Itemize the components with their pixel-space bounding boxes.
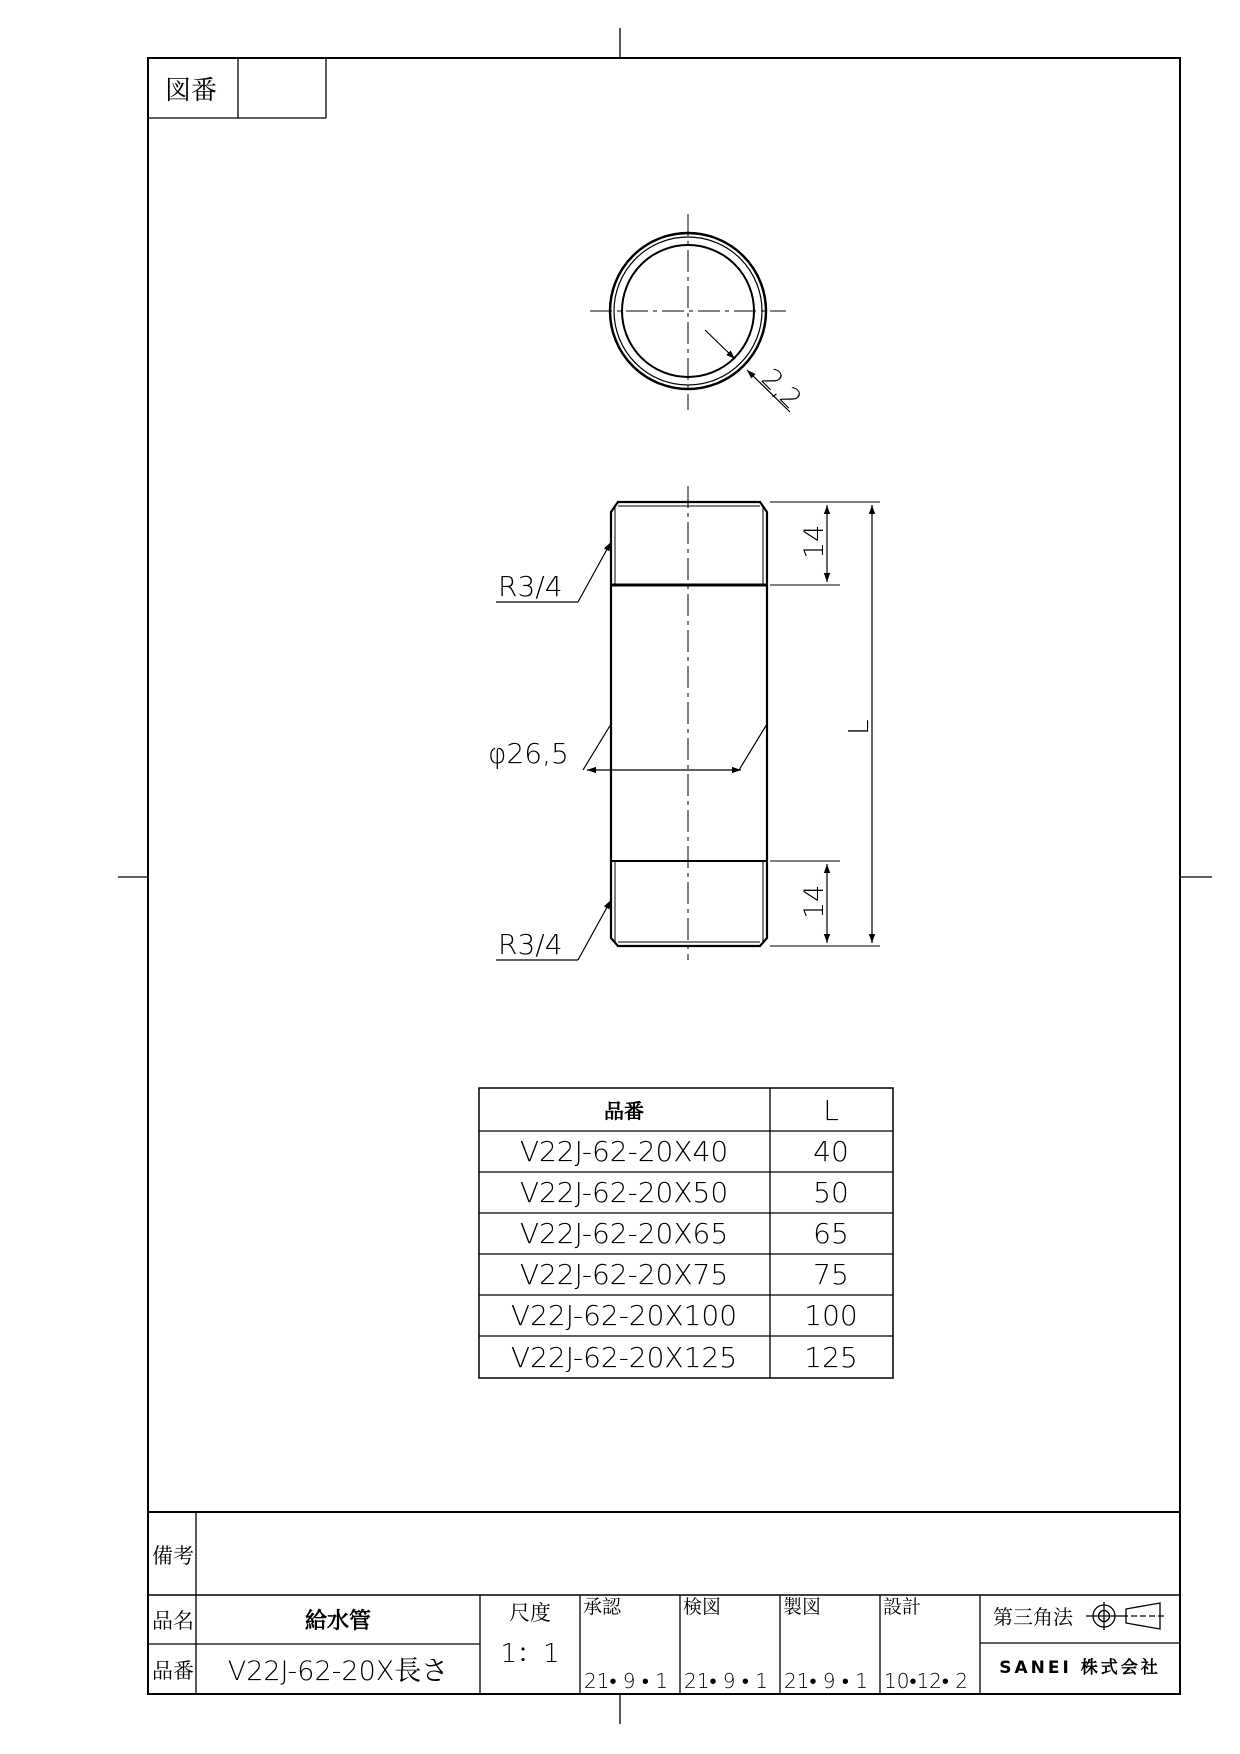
wall-thickness-leader-inner — [705, 330, 735, 359]
company-name: SANEI 株式会社 — [999, 1658, 1161, 1678]
pipe-side-view — [488, 486, 880, 961]
product-number-label: 品番 — [152, 1659, 194, 1683]
scale-label: 尺度 — [509, 1601, 551, 1625]
table-row-part-number: V22J-62-20X125 — [510, 1341, 738, 1374]
thread-length-label-bottom: 14 — [799, 884, 830, 919]
design-date: 10•12• 2 — [884, 1669, 968, 1693]
drawing-number-label: 図番 — [165, 76, 218, 106]
checked-label: 検図 — [683, 1596, 722, 1618]
table-row-length: 50 — [813, 1176, 849, 1209]
thread-spec-label-top: R3/4 — [498, 570, 563, 603]
thread-leader-bottom — [578, 900, 611, 960]
product-number-value: V22J-62-20X長さ — [227, 1656, 449, 1687]
thread-spec-label-bottom: R3/4 — [498, 928, 563, 961]
overall-length-label: L — [842, 719, 875, 735]
product-name-value: 給水管 — [304, 1609, 372, 1634]
approved-label: 承認 — [583, 1596, 622, 1618]
third-angle-projection-icon — [1086, 1602, 1165, 1630]
table-row-part-number: V22J-62-20X50 — [519, 1176, 729, 1209]
thread-length-label-top: 14 — [799, 524, 830, 559]
checked-date: 21• 9 • 1 — [684, 1669, 768, 1693]
product-name-label: 品名 — [152, 1609, 194, 1633]
wall-thickness-label: 2,2 — [755, 363, 808, 416]
table-row-length: 65 — [813, 1217, 849, 1250]
table-row-part-number: V22J-62-20X40 — [519, 1135, 729, 1168]
table-row-length: 75 — [813, 1258, 849, 1291]
diameter-label: φ26,5 — [488, 737, 569, 770]
diameter-dim-line — [583, 724, 611, 770]
table-row-part-number: V22J-62-20X65 — [519, 1217, 729, 1250]
pipe-body-outline — [611, 502, 767, 946]
table-row-length: 100 — [804, 1299, 858, 1332]
size-table — [479, 1088, 893, 1378]
drawn-date: 21• 9 • 1 — [784, 1669, 868, 1693]
thread-leader-top — [578, 542, 611, 602]
scale-value: 1：1 — [500, 1639, 560, 1669]
table-header-part-number: 品番 — [604, 1099, 644, 1123]
drawing-frame — [148, 58, 1180, 1694]
table-header-length: L — [823, 1094, 839, 1127]
centering-marks — [118, 28, 1212, 1724]
design-label: 設計 — [883, 1596, 922, 1618]
drawn-label: 製図 — [783, 1596, 822, 1618]
projection-method-label: 第三角法 — [993, 1605, 1073, 1629]
drawing-number-box — [148, 58, 326, 118]
title-block — [148, 1512, 1180, 1694]
table-row-length: 40 — [813, 1135, 849, 1168]
approved-date: 21• 9 • 1 — [584, 1669, 668, 1693]
table-row-length: 125 — [804, 1341, 858, 1374]
diameter-dim-line-right — [739, 724, 767, 770]
remarks-label: 備考 — [152, 1544, 194, 1568]
table-row-part-number: V22J-62-20X75 — [519, 1258, 729, 1291]
pipe-section-view — [590, 214, 807, 415]
table-row-part-number: V22J-62-20X100 — [510, 1299, 738, 1332]
